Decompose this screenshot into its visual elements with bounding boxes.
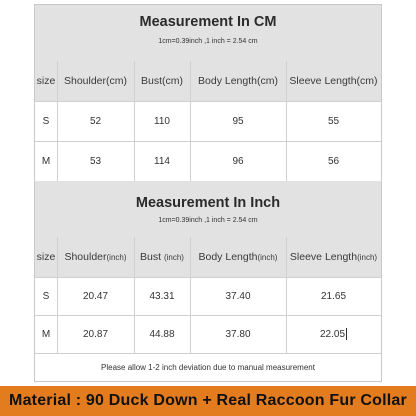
grid-line xyxy=(190,237,191,353)
cm-header-body-length: Body Length(cm) xyxy=(198,75,278,87)
cm-title: Measurement In CM xyxy=(139,14,277,30)
inch-bust-s: 43.31 xyxy=(149,290,175,302)
grid-line xyxy=(286,61,287,181)
cm-sleeve-length-s: 55 xyxy=(327,115,340,127)
inch-header-bust: Bust (inch) xyxy=(140,251,184,263)
inch-header-body-length: Body Length (inch) xyxy=(198,251,278,263)
grid-line xyxy=(35,141,381,142)
cm-header-row xyxy=(35,61,381,101)
text-cursor xyxy=(346,328,347,340)
inch-title-band xyxy=(35,181,381,237)
material-banner: Material : 90 Duck Down + Real Raccoon Fur Collar xyxy=(0,386,416,416)
grid-line xyxy=(35,277,381,278)
grid-line xyxy=(190,61,191,181)
cm-conversion-note: 1cm=0.39inch ,1 inch = 2.54 cm xyxy=(158,38,258,45)
inch-bust-m: 44.88 xyxy=(149,328,175,340)
cm-body-length-s: 95 xyxy=(232,115,244,127)
cm-header-shoulder: Shoulder(cm) xyxy=(63,75,128,87)
inch-sleeve-length-m: 22.05 xyxy=(319,328,346,340)
cm-header-size: size xyxy=(36,75,56,87)
inch-header-shoulder: Shoulder (inch) xyxy=(64,251,127,263)
inch-shoulder-m: 20.87 xyxy=(82,328,109,340)
inch-conversion-note: 1cm=0.39inch ,1 inch = 2.54 cm xyxy=(158,217,258,224)
cm-header-sleeve-length: Sleeve Length(cm) xyxy=(289,75,378,87)
grid-line xyxy=(134,61,135,181)
grid-line xyxy=(286,237,287,353)
cm-bust-s: 110 xyxy=(154,115,170,127)
inch-header-sleeve-length: Sleeve Length (inch) xyxy=(289,251,378,263)
grid-line xyxy=(35,315,381,316)
inch-size-m: M xyxy=(41,328,51,340)
size-chart xyxy=(34,4,382,382)
inch-title: Measurement In Inch xyxy=(135,195,281,211)
inch-header-size: size xyxy=(36,251,56,263)
cm-size-m: M xyxy=(41,155,51,167)
cm-sleeve-length-m: 56 xyxy=(327,155,340,167)
cm-title-band xyxy=(35,5,381,61)
grid-line xyxy=(57,237,58,353)
inch-shoulder-s: 20.47 xyxy=(82,290,109,302)
cm-shoulder-m: 53 xyxy=(89,155,102,167)
cm-shoulder-s: 52 xyxy=(89,115,102,127)
grid-line xyxy=(134,237,135,353)
deviation-note: Please allow 1-2 inch deviation due to manual measurement xyxy=(101,362,315,372)
inch-body-length-m: 37.80 xyxy=(225,328,251,340)
inch-body-length-s: 37.40 xyxy=(225,290,251,302)
cm-size-s: S xyxy=(42,115,50,127)
cm-header-bust: Bust(cm) xyxy=(141,75,183,87)
cm-bust-m: 114 xyxy=(154,155,170,167)
cm-body-length-m: 96 xyxy=(232,155,244,167)
inch-size-s: S xyxy=(42,290,50,302)
inch-header-row xyxy=(35,237,381,277)
grid-line xyxy=(35,101,381,102)
inch-sleeve-length-s: 21.65 xyxy=(320,290,347,302)
grid-line xyxy=(57,61,58,181)
